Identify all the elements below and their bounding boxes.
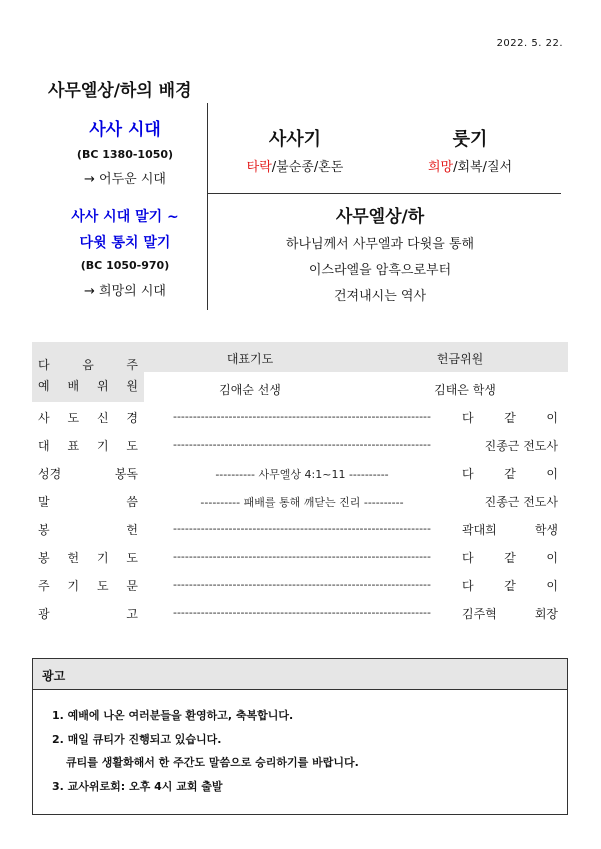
ruth-title: 룻기: [452, 129, 488, 150]
label-char: 사: [38, 411, 50, 425]
era2-name-2: 다윗 통치 말기: [79, 235, 171, 251]
worship-item-person: [462, 409, 558, 426]
horizontal-divider: [207, 193, 561, 194]
person-text: 같: [504, 467, 516, 481]
label-char: 광: [38, 607, 50, 621]
worship-item-detail: 사무엘상 4:1~11: [258, 468, 346, 481]
label-char: 기: [96, 551, 109, 565]
label-char: 봉: [38, 523, 50, 537]
label-char: 말: [38, 495, 50, 509]
prayer-person: 김애순 선생: [219, 383, 281, 397]
worship-item-leader: -----------------------------------------------------------------: [172, 522, 431, 535]
person-text: 회장: [534, 607, 558, 621]
era1-name: 사사 시대: [89, 120, 161, 140]
label-char: 문: [126, 579, 138, 593]
worship-item-label: [38, 577, 138, 594]
person-text: 다: [462, 579, 474, 593]
ruth-keyword-red: 희망: [427, 160, 454, 175]
judges-keyword-rest: /불순종/혼돈: [271, 160, 344, 175]
samuel-title: 사무엘상/하: [335, 207, 425, 227]
next-worship-label-2: [38, 377, 138, 394]
worship-item-label: [38, 521, 138, 538]
worship-item-person: [462, 437, 558, 454]
person-text: 곽대희: [462, 523, 497, 537]
worship-item-leader: -----------------------------------------------------------------: [172, 410, 431, 423]
person-text: 진종근 전도사: [484, 495, 558, 509]
person-text: 같: [504, 551, 516, 565]
worship-item-label: [38, 465, 138, 482]
label-char: 도: [126, 551, 138, 565]
vertical-divider: [207, 103, 208, 310]
worship-item-label: [38, 605, 138, 622]
col-prayer-header: 대표기도: [226, 352, 274, 366]
person-text: 다: [462, 467, 474, 481]
samuel-line-2: 이스라엘을 암흑으로부터: [308, 263, 452, 278]
person-text: 이: [546, 467, 558, 481]
leader-dashes: ----------: [215, 468, 259, 481]
era1-years: (BC 1380-1050): [76, 148, 174, 161]
announcements-header: [33, 659, 567, 690]
label-char: 도: [126, 439, 138, 453]
worship-item-person: [462, 521, 558, 538]
era1-desc: → 어두운 시대: [84, 172, 166, 187]
person-text: 이: [546, 579, 558, 593]
label-char: 예: [38, 379, 50, 393]
label-char: 헌: [126, 523, 138, 537]
person-text: 다: [462, 551, 474, 565]
worship-item-person: [462, 465, 558, 482]
background-title: 사무엘상/하의 배경: [48, 81, 192, 101]
label-char: 표: [67, 439, 80, 453]
label-char: 신: [96, 411, 109, 425]
ruth-keywords: [395, 156, 545, 175]
samuel-line-3: 건져내시는 역사: [333, 289, 427, 304]
label-char: 봉독: [114, 467, 138, 481]
label-char: 기: [96, 439, 109, 453]
samuel-line-1: 하나님께서 사무엘과 다윗을 통해: [285, 237, 475, 252]
worship-item-person: [462, 493, 558, 510]
judges-keyword-red: 타락: [246, 160, 272, 175]
leader-dashes: ----------: [200, 496, 244, 509]
label-char: 도: [96, 579, 109, 593]
label-char: 주: [38, 579, 50, 593]
worship-item-label: [38, 437, 138, 454]
ruth-keyword-rest: /회복/질서: [453, 160, 513, 175]
label-char: 주: [126, 358, 138, 372]
person-text: 진종근 전도사: [484, 439, 558, 453]
label-char: 헌: [67, 551, 80, 565]
label-char: 원: [126, 379, 138, 393]
worship-item-leader: -----------------------------------------------------------------: [172, 578, 431, 591]
person-text: 이: [546, 411, 558, 425]
leader-dashes: ----------: [345, 468, 389, 481]
era2-years: (BC 1050-970): [80, 259, 170, 272]
worship-item-label: [38, 493, 138, 510]
label-char: 배: [67, 379, 80, 393]
label-char: 다: [38, 358, 50, 372]
worship-item-leader: -----------------------------------------------------------------: [172, 550, 431, 563]
next-worship-label-1: [38, 356, 138, 373]
person-text: 다: [462, 411, 474, 425]
worship-item-person: [462, 549, 558, 566]
person-text: 같: [504, 579, 516, 593]
person-text: 학생: [534, 523, 558, 537]
worship-item-person: [462, 577, 558, 594]
worship-item-leader: [152, 494, 452, 510]
announcements-title: 광고: [42, 669, 66, 683]
announcement-2-detail: 큐티를 생활화해서 한 주간도 말씀으로 승리하기를 바랍니다.: [66, 756, 359, 769]
worship-item-leader: -----------------------------------------------------------------: [172, 438, 431, 451]
announcement-1: 1. 예배에 나온 여러분들을 환영하고, 축복합니다.: [52, 709, 294, 722]
judges-keywords: [220, 156, 370, 175]
offering-person: 김태은 학생: [434, 383, 496, 397]
person-text: 이: [546, 551, 558, 565]
label-char: 봉: [38, 551, 50, 565]
person-text: 김주혁: [462, 607, 497, 621]
worship-item-leader: [152, 466, 452, 482]
label-char: 씀: [126, 495, 138, 509]
label-char: 경: [126, 411, 138, 425]
judges-title: 사사기: [268, 129, 322, 150]
label-char: 고: [126, 607, 138, 621]
announcement-2: 2. 매일 큐티가 진행되고 있습니다.: [52, 733, 222, 746]
person-text: 같: [504, 411, 516, 425]
label-char: 음: [82, 358, 94, 372]
era2-name-1: 사사 시대 말기 ~: [71, 209, 179, 225]
leader-dashes: ----------: [360, 496, 404, 509]
label-char: 대: [38, 439, 50, 453]
worship-item-person: [462, 605, 558, 622]
worship-item-label: [38, 549, 138, 566]
bulletin-date: 2022. 5. 22.: [496, 38, 563, 49]
worship-item-detail: 패배를 통해 깨닫는 진리: [243, 496, 361, 509]
label-char: 도: [67, 411, 80, 425]
col-offering-header: 헌금위원: [436, 352, 484, 366]
worship-item-leader: -----------------------------------------------------------------: [172, 606, 431, 619]
announcement-3: 3. 교사위로회: 오후 4시 교회 출발: [52, 780, 223, 793]
era2-desc: → 희망의 시대: [84, 284, 166, 299]
label-char: 기: [67, 579, 80, 593]
label-char: 위: [96, 379, 109, 393]
worship-item-label: [38, 409, 138, 426]
label-char: 성경: [38, 467, 62, 481]
